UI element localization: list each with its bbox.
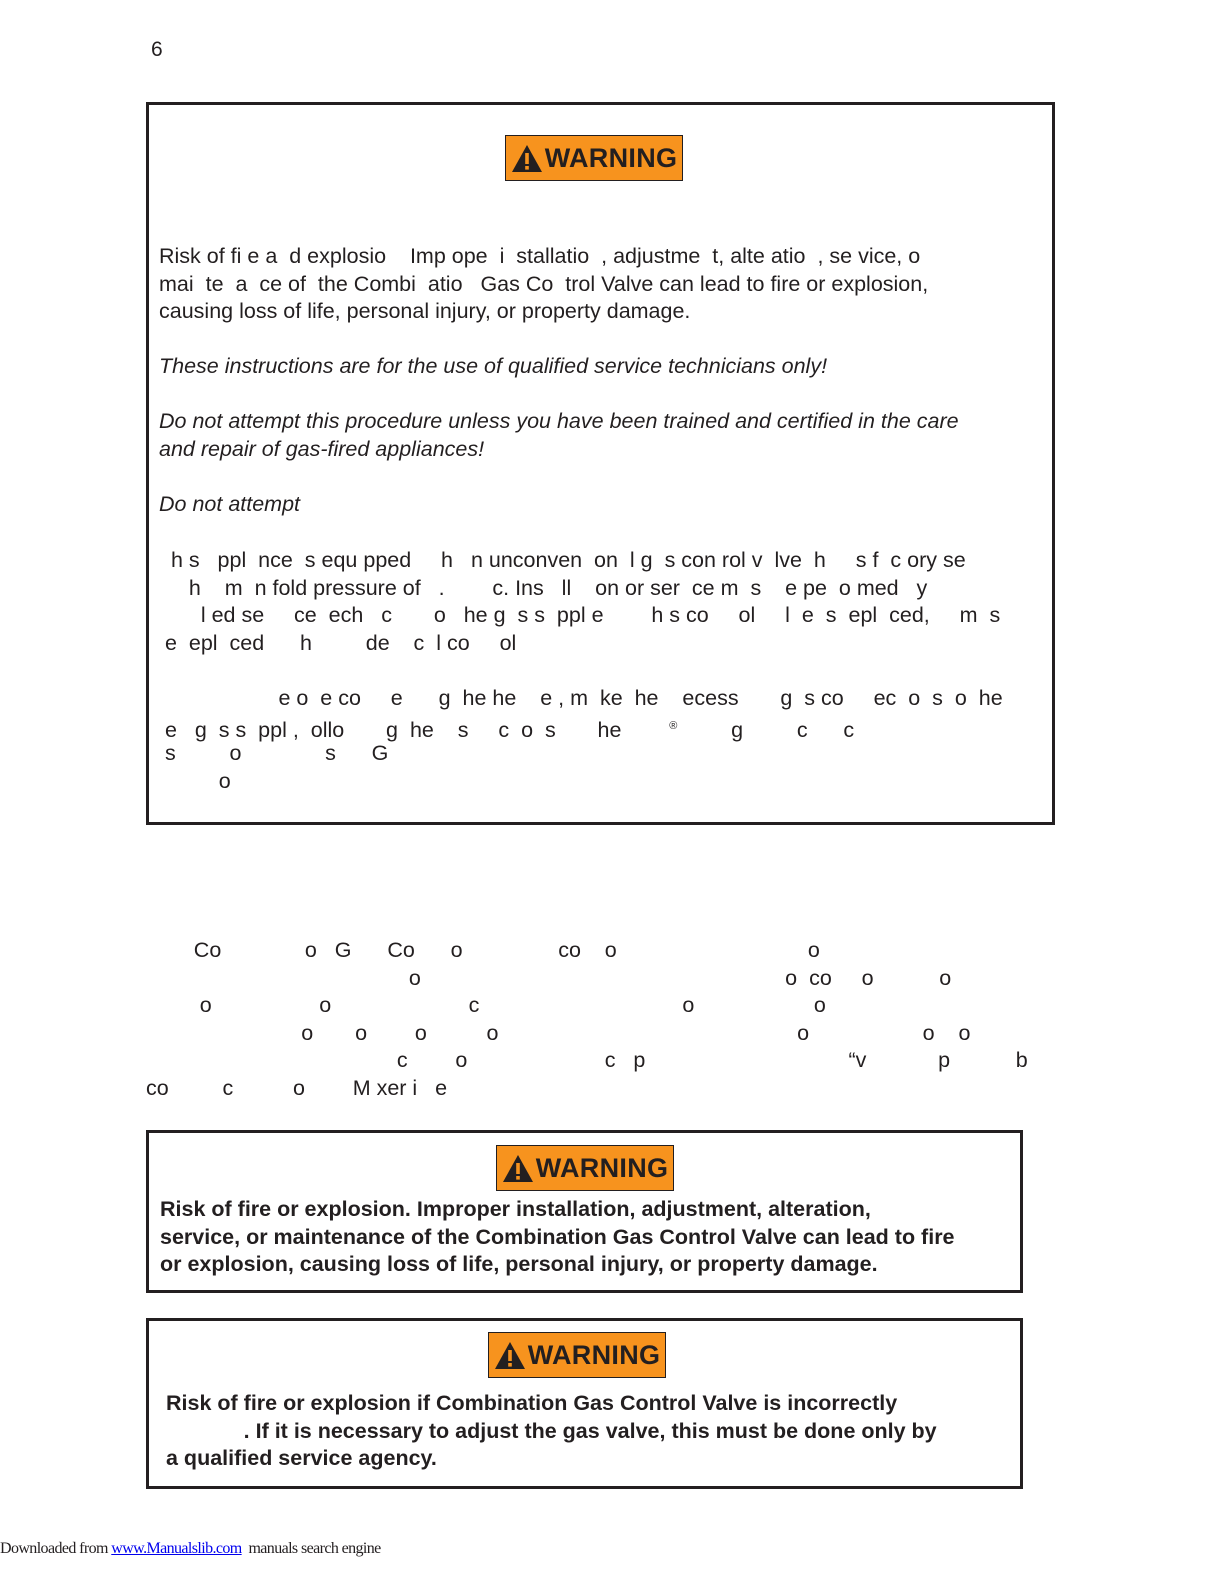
warning-text-risk: Risk of fire or explosion. Improper installation, adjustment, alteration, service, or maintenance of the Combination Gas Control Valve can lead to fire or explosion, causing loss of life, personal injury, or property damage.: [160, 1197, 955, 1276]
body-text-line: c o c p “v p b: [146, 1048, 1028, 1072]
warning-label: WARNING: [544, 142, 678, 173]
warning-text-line: e o e co e g he he e , m ke he ecess g s co ec o s o he: [159, 686, 1003, 710]
footer-prefix: Downloaded from: [0, 1540, 112, 1557]
footer-suffix: manuals search engine: [241, 1540, 381, 1557]
footer: [0, 1540, 381, 1558]
warning-text-risk: Risk of fi e a d explosio Imp ope i stallatio , adjustme t, alte atio , se vice, o mai te a ce of the Combi atio Gas Co trol Valve can lead to fire or explosion, causing loss of life, personal injury, or property damage.: [159, 244, 929, 323]
body-text-line: o o o o o o o: [146, 1021, 971, 1045]
registered-mark: ®: [669, 720, 678, 732]
body-text-line: co c o M xer i e: [146, 1076, 448, 1100]
warning-box-2: [146, 1130, 1023, 1293]
warning-text-attempt: Do not attempt: [159, 492, 301, 516]
warning-triangle-icon: [502, 1154, 534, 1183]
page-number: 6: [151, 38, 163, 61]
warning-triangle-icon: [511, 144, 543, 173]
warning-badge: [488, 1332, 666, 1378]
warning-text-adjustment: Risk of fire or explosion if Combination Gas Control Valve is incorrectly . If it is necessary to adjust the gas valve, this must be done only by a qualified service agency.: [166, 1391, 937, 1470]
warning-text-line: s o s G: [159, 741, 389, 765]
warning-badge: [496, 1145, 674, 1191]
warning-box-1: [146, 102, 1055, 825]
body-text-line: o o co o o: [146, 966, 952, 990]
warning-badge: [505, 135, 683, 181]
manualslib-link[interactable]: www.Manualslib.com: [111, 1540, 242, 1557]
body-text-line: Co o G Co o co o o: [146, 938, 820, 962]
warning-text-appliance: h s ppl nce s equ pped h n unconven on l g s con rol v lve h s f c ory se h m n fold pressure of . c. Ins ll on or ser ce m s e pe o med y l ed se ce ech c o he g s s ppl e h s co ol l e s epl ced, m s e epl ced h de c l co ol: [164, 548, 1001, 655]
warning-text-qualified: These instructions are for the use of qualified service technicians only!: [159, 354, 828, 378]
warning-text-line: e g s s ppl , ollo g he s c o s he ® g c c: [159, 718, 855, 742]
body-text-line: o o c o o: [146, 993, 826, 1017]
warning-text-training: Do not attempt this procedure unless you have been trained and certified in the care and repair of gas-fired appliances!: [159, 409, 959, 461]
warning-label: WARNING: [527, 1339, 661, 1370]
warning-text-line: o: [159, 769, 231, 793]
warning-triangle-icon: [494, 1341, 526, 1370]
warning-box-3: [146, 1318, 1023, 1489]
warning-label: WARNING: [535, 1152, 669, 1183]
